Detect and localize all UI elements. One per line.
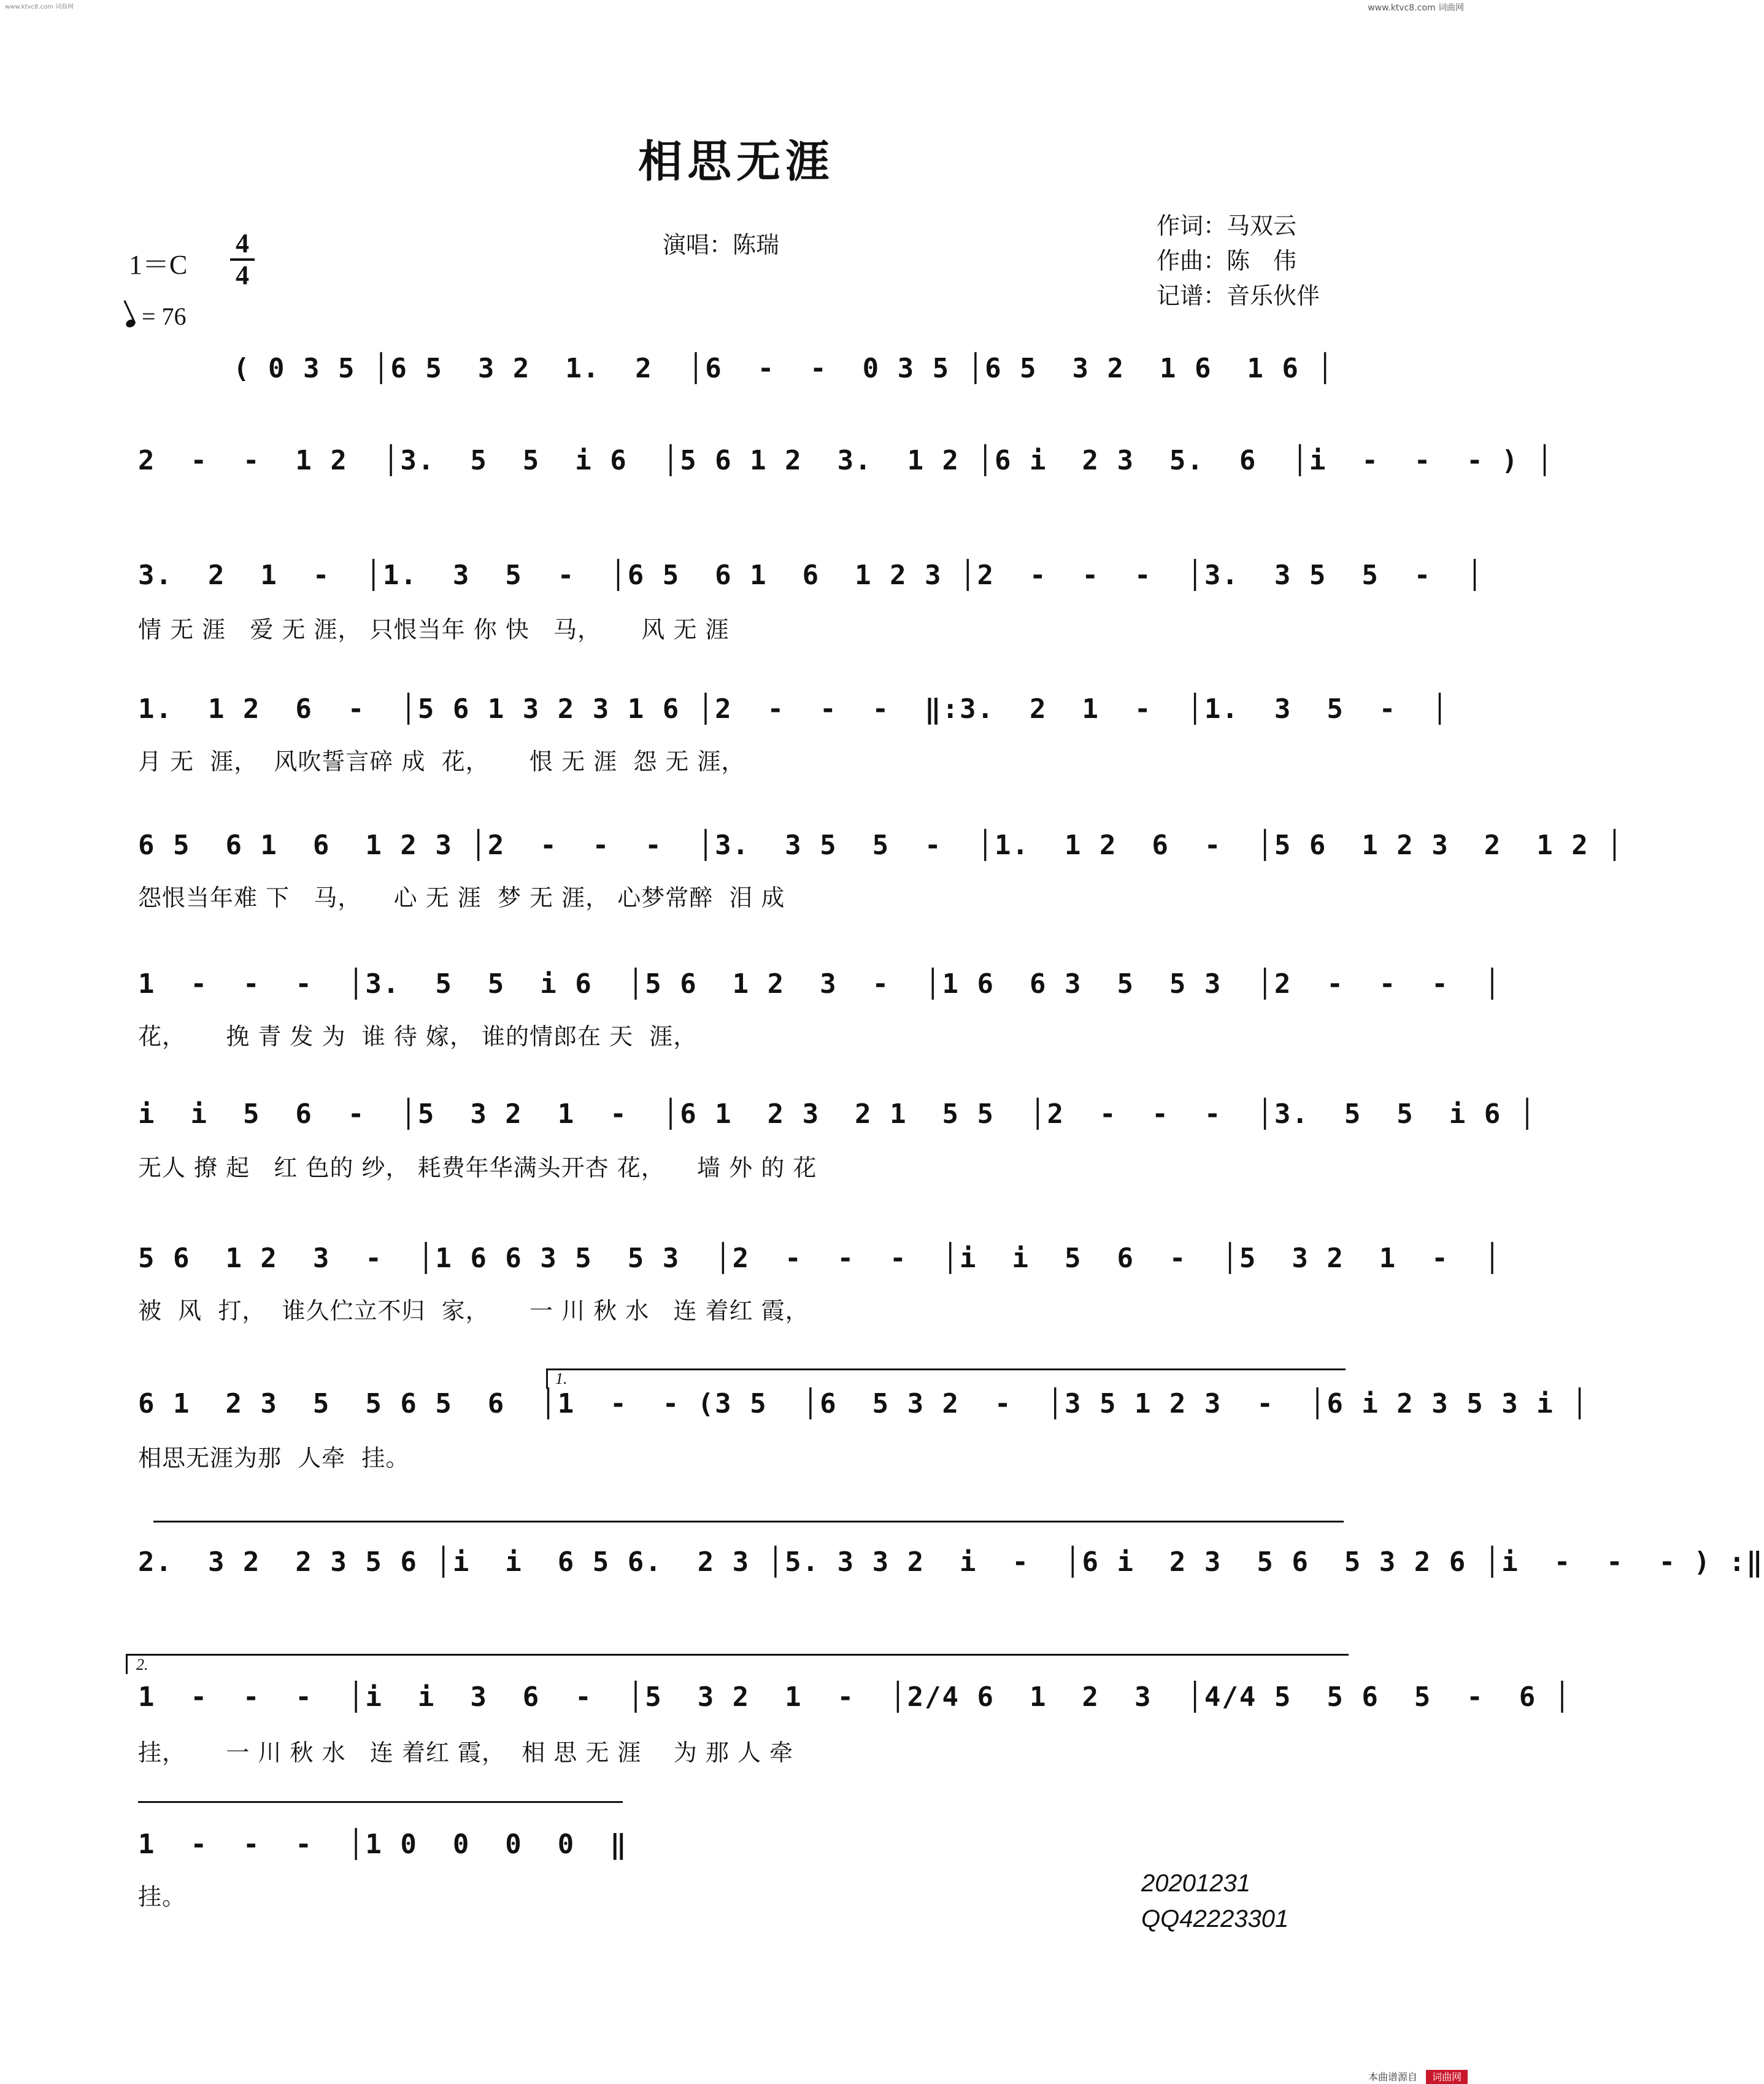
second-ending-label: 2. bbox=[136, 1656, 148, 1673]
singer-credit: 演唱：陈瑞 bbox=[663, 231, 780, 258]
transcription-info bbox=[1141, 1866, 1288, 1937]
credits-block bbox=[1157, 209, 1320, 314]
lyric-line-12: 挂。 bbox=[138, 1883, 187, 1910]
source-badge bbox=[1368, 2069, 1468, 2083]
time-numerator: 4 bbox=[236, 228, 249, 258]
lyric-line-9: 相思无涯为那 人牵 挂。 bbox=[138, 1445, 410, 1472]
lyric-line-7: 无人 撩 起 红 色的 纱， 耗费年华满头开杏 花， 墙 外 的 花 bbox=[138, 1154, 817, 1181]
transcriber-qq: QQ42223301 bbox=[1141, 1905, 1289, 1932]
lyric-line-6: 花， 挽 青 发 为 谁 待 嫁， 谁的情郎在 天 涯， bbox=[138, 1023, 698, 1050]
lyric-line-5: 怨恨当年难 下 马， 心 无 涯 梦 无 涯， 心梦常醉 泪 成 bbox=[138, 884, 785, 911]
lyric-line-4: 月 无 涯， 风吹誓言碎 成 花， 恨 无 涯 怨 无 涯， bbox=[138, 748, 745, 775]
transcription-date: 20201231 bbox=[1141, 1870, 1250, 1897]
score-line-6: 1 - - - │3. 5 5 i 6 │5 6 1 2 3 - │1 6 6 3 5 5 3 │2 - - - │ bbox=[138, 968, 1502, 1000]
first-ending-bracket bbox=[546, 1368, 1346, 1389]
quarter-note-icon bbox=[125, 318, 137, 329]
composer-credit: 作曲：陈 伟 bbox=[1157, 247, 1297, 274]
source-badge-logo: 词曲网 bbox=[1426, 2070, 1468, 2084]
second-ending-bracket-cont bbox=[138, 1801, 623, 1821]
transcriber-credit: 记谱：音乐伙伴 bbox=[1157, 282, 1320, 309]
lyric-line-3: 情 无 涯 爱 无 涯， 只恨当年 你 快 马， 风 无 涯 bbox=[138, 616, 730, 643]
lyric-line-11: 挂， 一 川 秋 水 连 着红 霞， 相 思 无 涯 为 那 人 牵 bbox=[138, 1739, 793, 1766]
score-line-8: 5 6 1 2 3 - │1 6 6 3 5 5 3 │2 - - - │i i 5 6 - │5 3 2 1 - │ bbox=[138, 1243, 1502, 1274]
watermark-right: www.ktvc8.com 词曲网 bbox=[1368, 3, 1464, 13]
tempo-marking bbox=[126, 302, 187, 331]
score-line-2: 2 - - 1 2 │3. 5 5 i 6 │5 6 1 2 3. 1 2 │6 i 2 3 5. 6 │i - - - ) │ bbox=[138, 445, 1554, 476]
lyricist-credit: 作词：马双云 bbox=[1157, 212, 1297, 239]
lyric-line-8: 被 风 打， 谁久伫立不归 家， 一 川 秋 水 连 着红 霞， bbox=[138, 1297, 809, 1324]
score-line-4: 1. 1 2 6 - │5 6 1 3 2 3 1 6 │2 - - - ‖:3. 2 1 - │1. 3 5 - │ bbox=[138, 693, 1449, 725]
score-line-1: ( 0 3 5 │6 5 3 2 1. 2 │6 - - 0 3 5 │6 5 3 2 1 6 1 6 │ bbox=[233, 353, 1335, 384]
score-line-7: i i 5 6 - │5 3 2 1 - │6 1 2 3 2 1 5 5 │2 - - - │3. 5 5 i 6 │ bbox=[138, 1098, 1537, 1130]
score-line-10: 2. 3 2 2 3 5 6 │i i 6 5 6. 2 3 │5. 3 3 2 i - │6 i 2 3 5 6 5 3 2 6 │i - - - ) :‖ bbox=[138, 1546, 1764, 1578]
score-line-12: 1 - - - │1 0 0 0 0 ‖ bbox=[138, 1829, 628, 1860]
watermark-left: www.ktvc8.com 词曲网 bbox=[5, 4, 74, 10]
tempo-value: = 76 bbox=[142, 303, 187, 330]
second-ending-bracket bbox=[126, 1654, 1349, 1674]
source-badge-text: 本曲谱源自 bbox=[1368, 2071, 1417, 2083]
song-title: 相思无涯 bbox=[637, 136, 834, 187]
time-denominator: 4 bbox=[236, 260, 249, 290]
score-line-5: 6 5 6 1 6 1 2 3 │2 - - - │3. 3 5 5 - │1. 1 2 6 - │5 6 1 2 3 2 1 2 │ bbox=[138, 830, 1624, 861]
key-signature: 1＝C bbox=[129, 250, 188, 280]
score-line-3: 3. 2 1 - │1. 3 5 - │6 5 6 1 6 1 2 3 │2 - - - │3. 3 5 5 - │ bbox=[138, 560, 1484, 591]
first-ending-bracket-cont bbox=[153, 1521, 1344, 1541]
time-signature bbox=[230, 230, 255, 289]
first-ending-label: 1. bbox=[555, 1370, 568, 1387]
score-line-11: 1 - - - │i i 3 6 - │5 3 2 1 - │2/4 6 1 2 3 │4/4 5 5 6 5 - 6 │ bbox=[138, 1681, 1572, 1713]
score-line-9: 6 1 2 3 5 5 6 5 6 │1 - - (3 5 │6 5 3 2 - │3 5 1 2 3 - │6 i 2 3 5 3 i │ bbox=[138, 1388, 1589, 1419]
